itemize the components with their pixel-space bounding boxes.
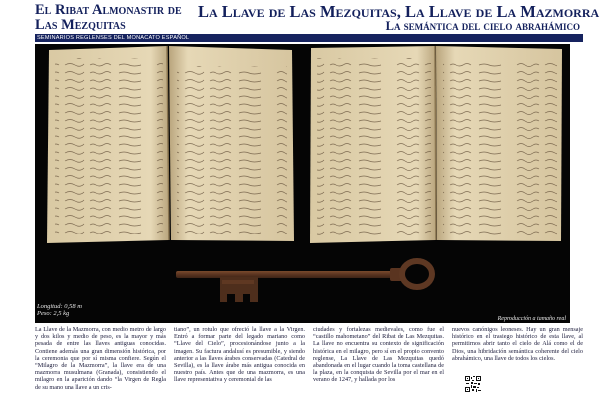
left-manuscript [47,46,294,243]
site-title: El Ribat Almonastir de Las Mezquitas [35,2,182,33]
qr-code-icon[interactable] [465,376,481,392]
band-text: SEMINARIOS REGLENSES DEL MONACATO ESPAÑOL [37,35,190,41]
dimensions-caption [37,303,82,317]
key-illustration [176,261,432,302]
header-band [35,34,583,42]
manuscript-and-key-illustration [35,44,570,323]
main-title: La Llave de Las Mezquitas, La Llave de La Mazmorra [198,2,600,21]
text-column-2: tiano”, un rotulo que ofreció la llave a la Virgen. Entró a formar parte del legado mariano como “Llave del Cielo”, procesionándose junto a la imagen. Su factura andalusí es presumible, y siendo anterior a las llaves árabes conservadas (Catedral de Sevilla), es la llave árabe más antigua conocida en nuestro país. Antes que de una mazmorra, es una llave representativa y ceremonial de las [174,326,305,384]
text-column-1: La Llave de la Mazmorra, con medio metro de largo y dos kilos y medio de peso, es la mayor y más pesada de entre las llaves antiguas conocidas. Contiene además una gran dimensión histórica, por la ceremonia que por sí misma confiere. Según el “Milagro de la Mazmorra”, la llave era de una mazmorra musulmana (Granada), consistiendo el milagro en la aparición dando “la Virgen de Regla de su mano una llave a un cris- [35,326,166,391]
length-label: Longitud: 0,58 m [37,303,82,310]
right-manuscript [310,46,562,243]
subtitle: La semántica del cielo abrahámico [385,19,580,33]
header [0,0,604,46]
article-body [35,326,583,400]
weight-label: Peso: 2,5 kg [37,310,70,317]
scale-note: Reproducción a tamaño real [497,316,566,322]
text-column-3: ciudades y fortalezas medievales, como fue el “castillo mahometano” del Ribat de Las Mezquitas. La llave no encuentra su contexto de significación histórica en el milagro, pero sí en el propio convento reglense, La Llave de Las Mezquitas quedó abandonada en el lugar cuando la toma castellana de la plaza, en la conquista de Sevilla por el mar en el verano de 1247, y hallada por los [313,326,444,384]
text-column-4: nuevos canónigos leoneses. Hay un gran mensaje histórico en el trasiego histórico de esta llave, al permitirnos abrir tanto el cielo de Alá como el de Dios, una hibridación semántica coherente del cielo abrahámico, una llave de todos los cielos. [452,326,583,362]
key-photo [35,44,570,323]
